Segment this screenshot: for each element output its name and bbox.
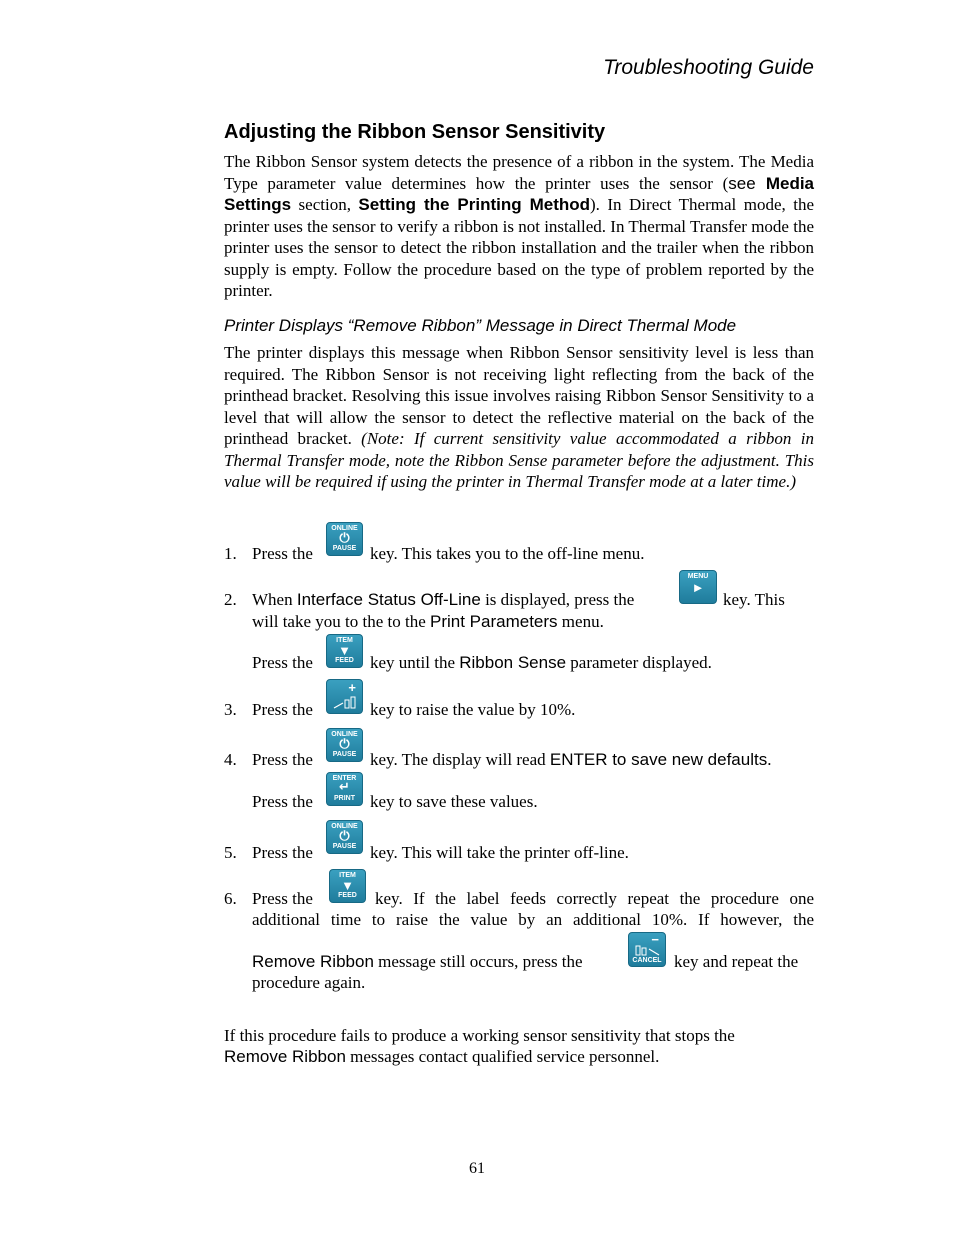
step-2-line-1-end: key. This [723, 590, 785, 609]
step-1-text-a: Press the [252, 544, 313, 563]
step-5-number: 5. [224, 843, 237, 862]
online-pause-key: ONLINE ⏻ PAUSE [326, 522, 363, 556]
signal-bars-icon [333, 694, 359, 710]
menu-key: MENU ► [679, 570, 717, 604]
step-6-number: 6. [224, 889, 237, 908]
item-feed-key: ITEM ▼ FEED [326, 634, 363, 668]
step-6-line-3: Remove Ribbon message still occurs, press the [252, 952, 583, 971]
step-2b-text-b: key until the Ribbon Sense parameter displayed. [370, 653, 712, 672]
signal-bars-down-icon [635, 945, 661, 956]
online-pause-key: ONLINE ⏻ PAUSE [326, 820, 363, 854]
step-2-line-1: When Interface Status Off-Line is displayed, press the [252, 590, 635, 609]
step-3-number: 3. [224, 700, 237, 719]
step-4-number: 4. [224, 750, 237, 769]
step-6-text-a: Press the [252, 889, 313, 908]
step-2-number: 2. [224, 590, 237, 609]
step-2b-text-a: Press the [252, 653, 313, 672]
closing-line-2: Remove Ribbon messages contact qualified service personnel. [224, 1047, 660, 1066]
step-1-number: 1. [224, 544, 237, 563]
step-6-line-2: additional time to raise the value by an additional 10%. If however, the [252, 910, 814, 929]
page-number: 61 [469, 1160, 485, 1177]
power-icon: ⏻ [339, 736, 350, 751]
description-paragraph: The printer displays this message when Ribbon Sensor sensitivity level is less than required. The Ribbon Sensor is not receiving light reflecting from the back of the printhead bracket. Resolving this issue involves raising Ribbon Sensor Sensitivity to a level that will allow the sensor to detect the reflective material on the back of the printhead bracket. (Note: If current sensitivity value accommodated a ribbon in Thermal Transfer mode, note the Ribbon Sense parameter before the adjustment. This value will be required if using the printer in Thermal Transfer mode at a later time.) [224, 343, 814, 491]
plus-icon: + [348, 680, 356, 695]
step-6-line-1: key. If the label feeds correctly repeat the procedure one [375, 889, 814, 908]
step-4-text-a: Press the [252, 750, 313, 769]
section-heading: Adjusting the Ribbon Sensor Sensitivity [224, 121, 606, 143]
enter-icon: ↵ [339, 779, 350, 794]
arrow-down-icon: ▼ [338, 643, 351, 658]
power-icon: ⏻ [339, 530, 350, 545]
intro-paragraph: The Ribbon Sensor system detects the presence of a ribbon in the system. The Media Type parameter value determines how the printer uses the sensor (see Media Settings section, Setting the Printing Method). In Direct Thermal mode, the printer uses the sensor to verify a ribbon is not installed. In Thermal Transfer mode the printer uses the sensor to detect the ribbon installation and the trailer when the ribbon supply is empty. Follow the procedure based on the type of problem reported by the printer. [224, 152, 815, 300]
arrow-down-icon: ▼ [341, 878, 354, 893]
step-4b-text-a: Press the [252, 792, 313, 811]
item-feed-key: ITEM ▼ FEED [329, 869, 366, 903]
step-1-text-b: key. This takes you to the off-line menu. [370, 544, 645, 563]
online-pause-key: ONLINE ⏻ PAUSE [326, 728, 363, 762]
power-icon: ⏻ [339, 828, 350, 843]
step-3-text-b: key to raise the value by 10%. [370, 700, 576, 719]
subsection-heading: Printer Displays “Remove Ribbon” Message in Direct Thermal Mode [224, 316, 737, 335]
step-6-line-3-end: key and repeat the [674, 952, 799, 971]
running-header: Troubleshooting Guide [603, 56, 814, 79]
minus-icon: − [651, 932, 659, 947]
step-5-text-a: Press the [252, 843, 313, 862]
arrow-right-icon: ► [691, 580, 705, 595]
step-3-text-a: Press the [252, 700, 313, 719]
enter-print-key: ENTER ↵ PRINT [326, 772, 363, 806]
step-4b-text-b: key to save these values. [370, 792, 538, 811]
step-6-line-4: procedure again. [252, 973, 366, 992]
plus-key [326, 679, 363, 714]
step-2-line-2: will take you to the to the Print Parameters menu. [252, 612, 604, 631]
step-5-text-b: key. This will take the printer off-line. [370, 843, 629, 862]
cancel-key: − CANCEL [628, 932, 666, 967]
step-4-text-b: key. The display will read ENTER to save new defaults. [370, 750, 772, 769]
closing-line-1: If this procedure fails to produce a working sensor sensitivity that stops the [224, 1026, 735, 1045]
